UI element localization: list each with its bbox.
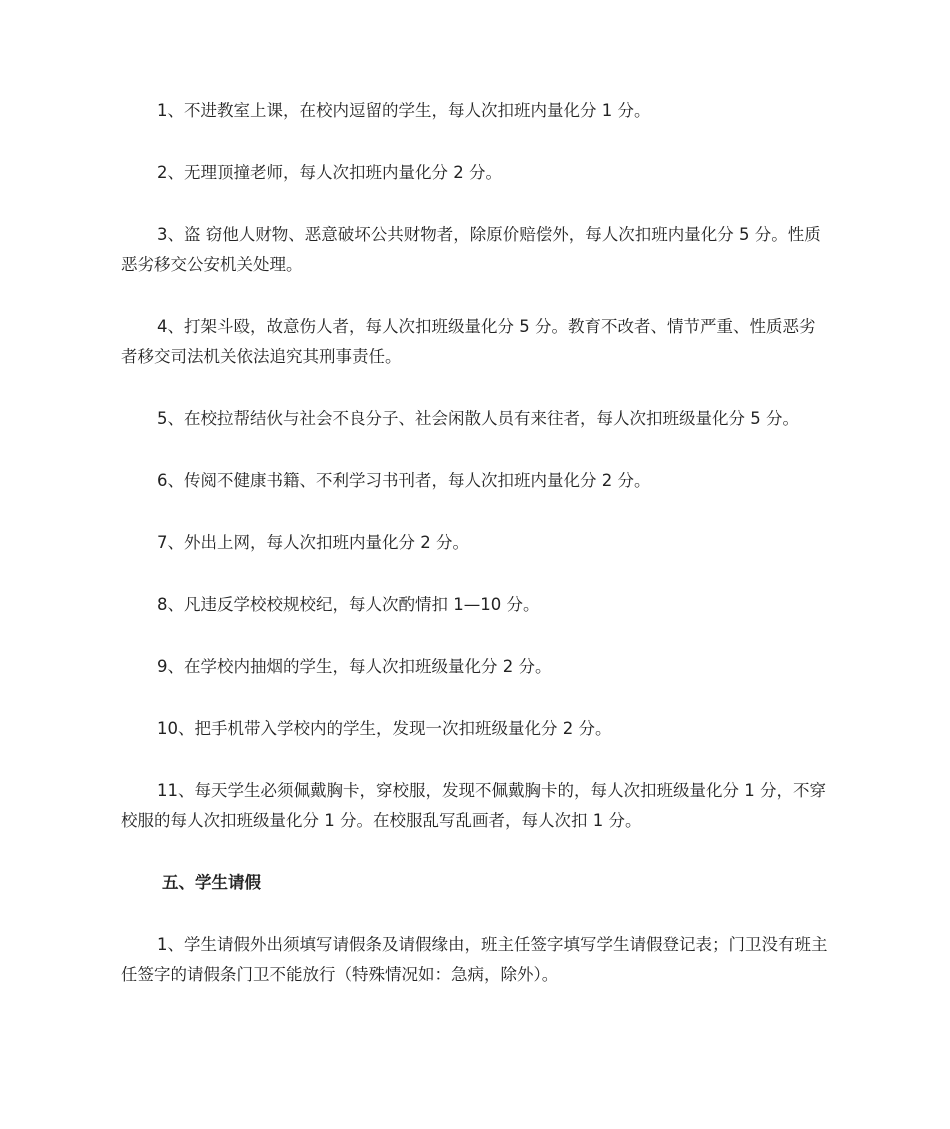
rule-item-6: 6、传阅不健康书籍、不利学习书刊者，每人次扣班内量化分 2 分。 [157,471,651,490]
rule-item-1: 1、不进教室上课，在校内逗留的学生，每人次扣班内量化分 1 分。 [157,101,651,120]
rule-item-2: 2、无理顶撞老师，每人次扣班内量化分 2 分。 [157,163,502,182]
rule-item-4: 4、打架斗殴，故意伤人者，每人次扣班级量化分 5 分。教育不改者、情节严重、性质恶劣者移交司法机关依法追究其刑事责任。 [121,317,816,366]
section-heading-student-leave: 五、学生请假 [162,873,261,892]
document-body [121,96,831,1022]
rule-item-3: 3、盗 窃他人财物、恶意破坏公共财物者，除原价赔偿外，每人次扣班内量化分 5 分。性质恶劣移交公安机关处理。 [121,225,821,274]
rule-item-10: 10、把手机带入学校内的学生，发现一次扣班级量化分 2 分。 [157,719,612,738]
rule-item-7: 7、外出上网，每人次扣班内量化分 2 分。 [157,533,469,552]
rule-item-9: 9、在学校内抽烟的学生，每人次扣班级量化分 2 分。 [157,657,552,676]
leave-rule-item-1: 1、学生请假外出须填写请假条及请假缘由，班主任签字填写学生请假登记表；门卫没有班主任签字的请假条门卫不能放行（特殊情况如：急病，除外）。 [121,935,828,984]
rule-item-8: 8、凡违反学校校规校纪，每人次酌情扣 1—10 分。 [157,595,540,614]
rule-item-5: 5、在校拉帮结伙与社会不良分子、社会闲散人员有来往者，每人次扣班级量化分 5 分。 [157,409,799,428]
rule-item-11: 11、每天学生必须佩戴胸卡，穿校服，发现不佩戴胸卡的，每人次扣班级量化分 1 分，不穿校服的每人次扣班级量化分 1 分。在校服乱写乱画者，每人次扣 1 分。 [121,781,826,830]
